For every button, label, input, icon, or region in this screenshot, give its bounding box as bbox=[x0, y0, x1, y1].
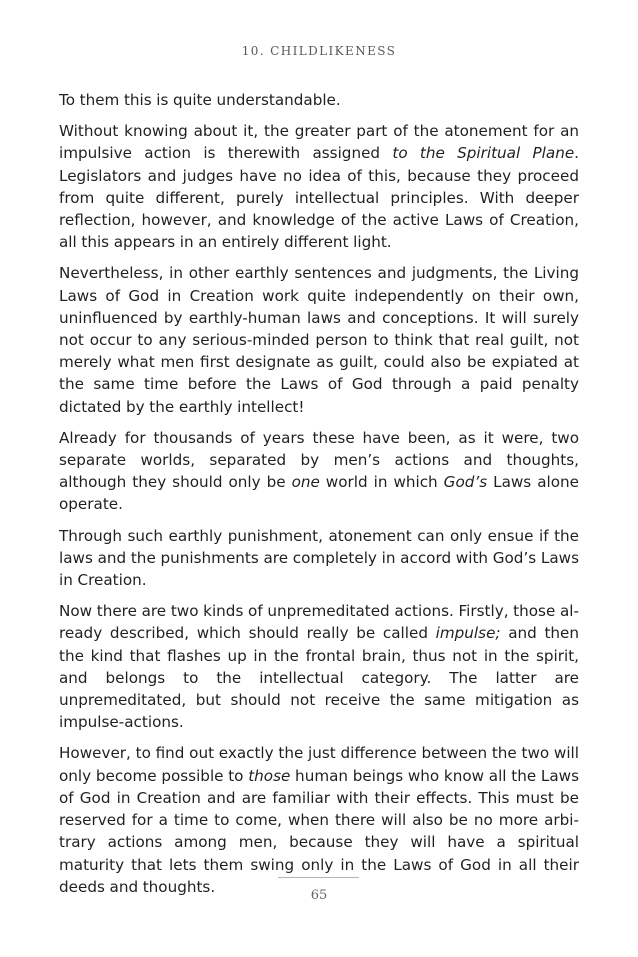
body-paragraph bbox=[59, 525, 579, 592]
running-head: 10. CHILDLIKENESS bbox=[241, 44, 397, 58]
paragraph-text: human beings who know all the Laws of God in Creation and are familiar with their effects. This must be reserved for a time to come, when there will also be no more arbitrary actions among men, because they will have a spiritual maturity that lets them swing only in the Laws of God in all their deeds and thoughts. bbox=[59, 766, 579, 896]
paragraph-text: Without knowing about it, the greater part of the atonement for an impulsive action is therewith assigned bbox=[59, 122, 579, 163]
paragraph-text: Already for thousands of years these have been, as it were, two separate worlds, separated by men’s actions and thoughts, although they should only be bbox=[59, 428, 579, 492]
body-paragraph bbox=[59, 262, 579, 417]
body-paragraph bbox=[59, 742, 579, 897]
paragraph-text: . Legislators and judges have no idea of this, because they proceed from quite different, purely intellectual principles. With deeper reflection, however, and knowledge of the active Laws of Creation, all this appears in an entirely different light. bbox=[59, 144, 579, 252]
emphasis-text: those bbox=[248, 766, 291, 785]
footer-rule bbox=[278, 877, 359, 878]
emphasis-text: God’s bbox=[443, 473, 488, 492]
body-paragraph bbox=[59, 120, 579, 253]
emphasis-text: one bbox=[291, 473, 320, 492]
body-paragraph bbox=[59, 89, 579, 111]
paragraph-text: However, to find out exactly the just difference between the two will only become possible to bbox=[59, 744, 579, 785]
paragraph-text: Through such earthly punishment, atonement can only ensue if the laws and the punishments are completely in accord with God’s Laws in Creation. bbox=[59, 526, 579, 590]
paragraph-text: Laws alone operate. bbox=[59, 473, 579, 514]
body-paragraph bbox=[59, 600, 579, 733]
paragraph-text: world in which bbox=[319, 473, 444, 492]
page-number: 65 bbox=[310, 888, 328, 903]
emphasis-text: impulse; bbox=[435, 624, 501, 643]
body-paragraph bbox=[59, 427, 579, 516]
emphasis-text: to the Spiritual Plane bbox=[392, 144, 575, 163]
paragraph-text: Now there are two kinds of unpremeditated actions. Firstly, those already described, which should really be called bbox=[59, 602, 579, 643]
paragraph-text: and then the kind that flashes up in the frontal brain, thus not in the spirit, and belongs to the intellectual category. The latter are unpremeditated, but should not receive the same mitigation as impulse-actions. bbox=[59, 624, 579, 732]
body-text bbox=[59, 89, 579, 907]
paragraph-text: Nevertheless, in other earthly sentences and judgments, the Living Laws of God in Creation work quite independently on their own, uninfluenced by earthly-human laws and conceptions. It will surely not occur to any serious-minded person to think that real guilt, not merely what men first designate as guilt, could also be expiated at the same time before the Laws of God through a paid penalty dictated by the earthly intellect! bbox=[59, 264, 579, 416]
paragraph-text: To them this is quite understandable. bbox=[59, 91, 341, 109]
